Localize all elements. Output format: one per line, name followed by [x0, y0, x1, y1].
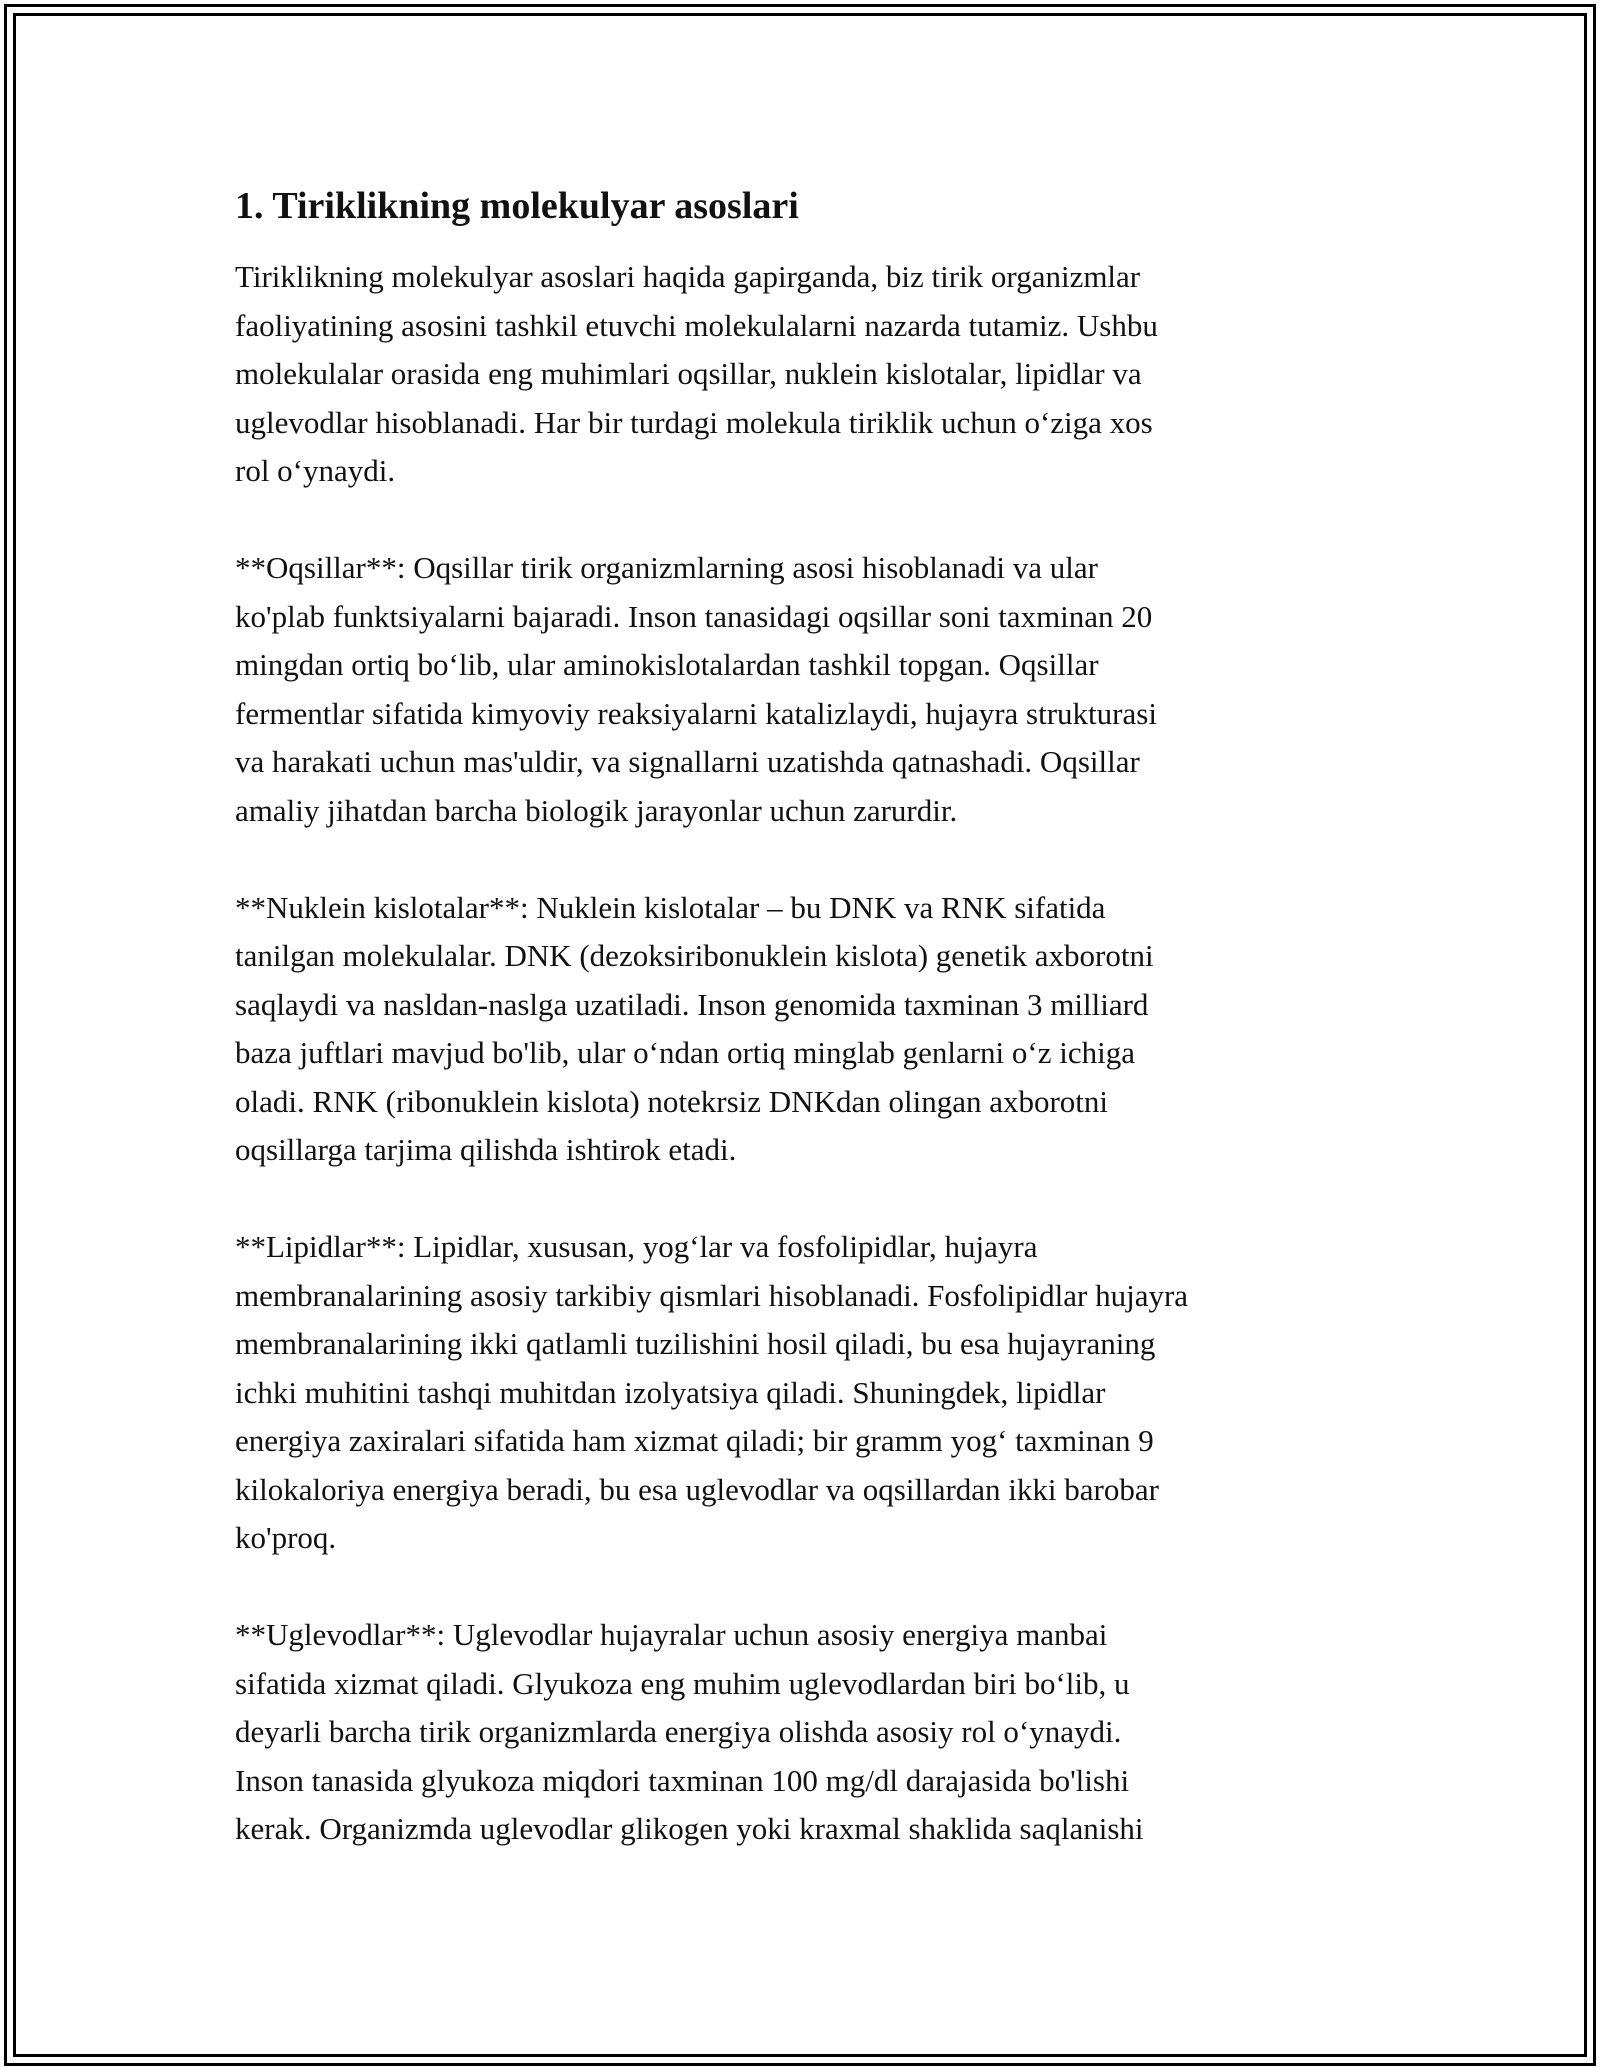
paragraph-intro: Tiriklikning molekulyar asoslari haqida gapirganda, biz tirik organizmlar faoliyatining asosini tashkil etuvchi molekulalarni nazarda tutamiz. Ushbu molekulalar orasida eng muhimlari oqsillar, nuklein kislotalar, lipidlar va uglevodlar hisoblanadi. Har bir turdagi molekula tiriklik uchun o‘ziga xos rol o‘ynaydi. [235, 259, 1158, 489]
paragraph-oqsillar: **Oqsillar**: Oqsillar tirik organizmlarning asosi hisoblanadi va ular ko'plab funktsiyalarni bajaradi. Inson tanasidagi oqsillar soni taxminan 20 mingdan ortiq bo‘lib, ular aminokislotalardan tashkil topgan. Oqsillar fermentlar sifatida kimyoviy reaksiyalarni katalizlaydi, hujayra strukturasi va harakati uchun mas'uldir, va signallarni uzatishda qatnashadi. Oqsillar amaliy jihatdan barcha biologik jarayonlar uchun zarurdir. [235, 550, 1157, 828]
paragraph-nuklein-kislotalar: **Nuklein kislotalar**: Nuklein kislotalar – bu DNK va RNK sifatida tanilgan molekulalar. DNK (dezoksiribonuklein kislota) genetik axborotni saqlaydi va nasldan-naslga uzatiladi. Inson genomida taxminan 3 milliard baza juftlari mavjud bo'lib, ular o‘ndan ortiq minglab genlarni o‘z ichiga oladi. RNK (ribonuklein kislota) notekrsiz DNKdan olingan axborotni oqsillarga tarjima qilishda ishtirok etadi. [235, 889, 1154, 1168]
paragraph-uglevodlar: **Uglevodlar**: Uglevodlar hujayralar uchun asosiy energiya manbai sifatida xizmat qiladi. Glyukoza eng muhim uglevodlardan biri bo‘lib, u deyarli barcha tirik organizmlarda energiya olishda asosiy rol o‘ynaydi. Inson tanasida glyukoza miqdori taxminan 100 mg/dl darajasida bo'lishi kerak. Organizmda uglevodlar glikogen yoki kraxmal shaklida saqlanishi [235, 1617, 1144, 1847]
paragraph-lipidlar: **Lipidlar**: Lipidlar, xususan, yog‘lar va fosfolipidlar, hujayra membranalarining asosiy tarkibiy qismlari hisoblanadi. Fosfolipidlar hujayra membranalarining ikki qatlamli tuzilishini hosil qiladi, bu esa hujayraning ichki muhitini tashqi muhitdan izolyatsiya qiladi. Shuningdek, lipidlar energiya zaxiralari sifatida ham xizmat qiladi; bir gramm yog‘ taxminan 9 kilokaloriya energiya beradi, bu esa uglevodlar va oqsillardan ikki barobar ko'proq. [235, 1229, 1189, 1556]
document-body [235, 182, 1375, 1854]
document-title: 1. Tiriklikning molekulyar asoslari [235, 185, 799, 227]
